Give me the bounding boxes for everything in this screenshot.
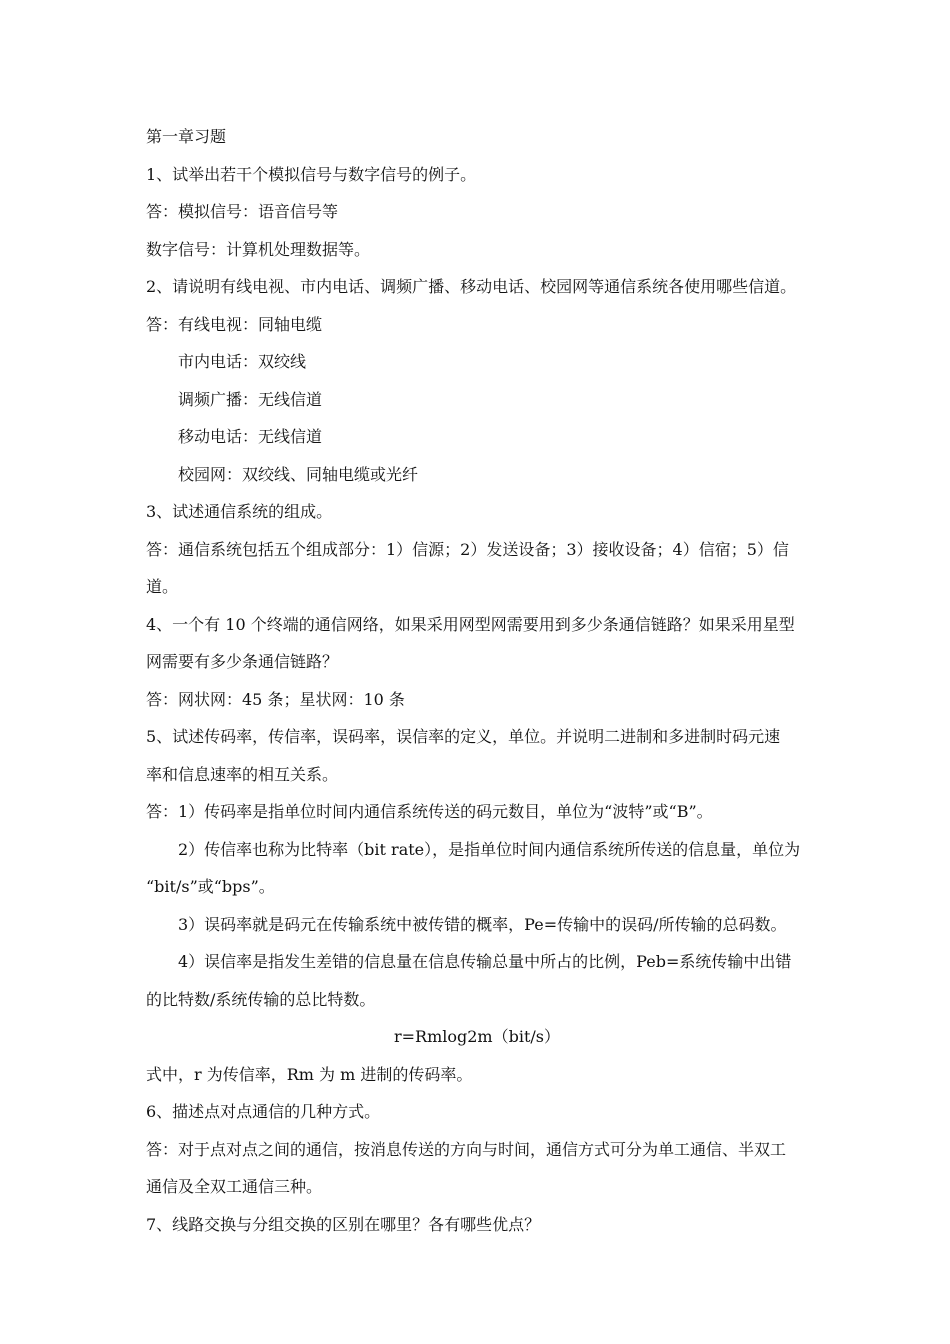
answer-5-line-4: 3）误码率就是码元在传输系统中被传错的概率，Pe=传输中的误码/所传输的总码数。 xyxy=(178,914,787,934)
answer-3-line-1: 答：通信系统包括五个组成部分：1）信源；2）发送设备；3）接收设备；4）信宿；5）信 xyxy=(146,539,789,559)
answer-1-line-1: 答：模拟信号：语音信号等 xyxy=(146,202,339,221)
answer-6-line-2: 通信及全双工通信三种。 xyxy=(146,1177,323,1196)
answer-2-line-3: 调频广播：无线信道 xyxy=(178,389,323,409)
question-4-line-1: 4、一个有 10 个终端的通信网络，如果采用网型网需要用到多少条通信链路？如果采用星型 xyxy=(146,614,795,634)
question-5-line-2: 率和信息速率的相互关系。 xyxy=(146,764,339,784)
answer-5-line-6: 的比特数/系统传输的总比特数。 xyxy=(146,989,376,1009)
answer-5-line-1: 答：1）传码率是指单位时间内通信系统传送的码元数目，单位为“波特”或“B”。 xyxy=(146,802,713,821)
question-5-line-1: 5、试述传码率，传信率，误码率，误信率的定义，单位。并说明二进制和多进制时码元速 xyxy=(146,727,781,746)
document-body xyxy=(146,118,808,1243)
question-1: 1、试举出若干个模拟信号与数字信号的例子。 xyxy=(146,164,477,184)
question-7: 7、线路交换与分组交换的区别在哪里？各有哪些优点？ xyxy=(146,1214,541,1234)
answer-5-line-5: 4）误信率是指发生差错的信息量在信息传输总量中所占的比例，Peb=系统传输中出错 xyxy=(178,952,792,971)
answer-3-line-2: 道。 xyxy=(146,577,179,596)
answer-6-line-1: 答：对于点对点之间的通信，按消息传送的方向与时间，通信方式可分为单工通信、半双工 xyxy=(146,1139,787,1159)
chapter-title: 第一章习题 xyxy=(146,127,227,146)
question-2: 2、请说明有线电视、市内电话、调频广播、移动电话、校园网等通信系统各使用哪些信道。 xyxy=(146,277,797,296)
formula: r=Rmlog2m（bit/s） xyxy=(393,1027,560,1046)
answer-5-line-2: 2）传信率也称为比特率（bit rate），是指单位时间内通信系统所传送的信息量，单位为 xyxy=(178,839,801,859)
answer-2-line-5: 校园网：双绞线、同轴电缆或光纤 xyxy=(178,464,419,484)
answer-2-line-1: 答：有线电视：同轴电缆 xyxy=(146,314,323,334)
question-3: 3、试述通信系统的组成。 xyxy=(146,502,333,521)
answer-2-line-4: 移动电话：无线信道 xyxy=(178,427,323,446)
answer-5-line-3: “bit/s”或“bps”。 xyxy=(146,877,275,896)
question-6: 6、描述点对点通信的几种方式。 xyxy=(146,1102,381,1121)
question-4-line-2: 网需要有多少条通信链路？ xyxy=(146,652,339,671)
formula-explanation: 式中，r 为传信率，Rm 为 m 进制的传码率。 xyxy=(146,1064,473,1084)
answer-2-line-2: 市内电话：双绞线 xyxy=(178,352,307,371)
answer-4: 答：网状网：45 条；星状网：10 条 xyxy=(146,689,405,709)
answer-1-line-2: 数字信号：计算机处理数据等。 xyxy=(146,239,371,259)
